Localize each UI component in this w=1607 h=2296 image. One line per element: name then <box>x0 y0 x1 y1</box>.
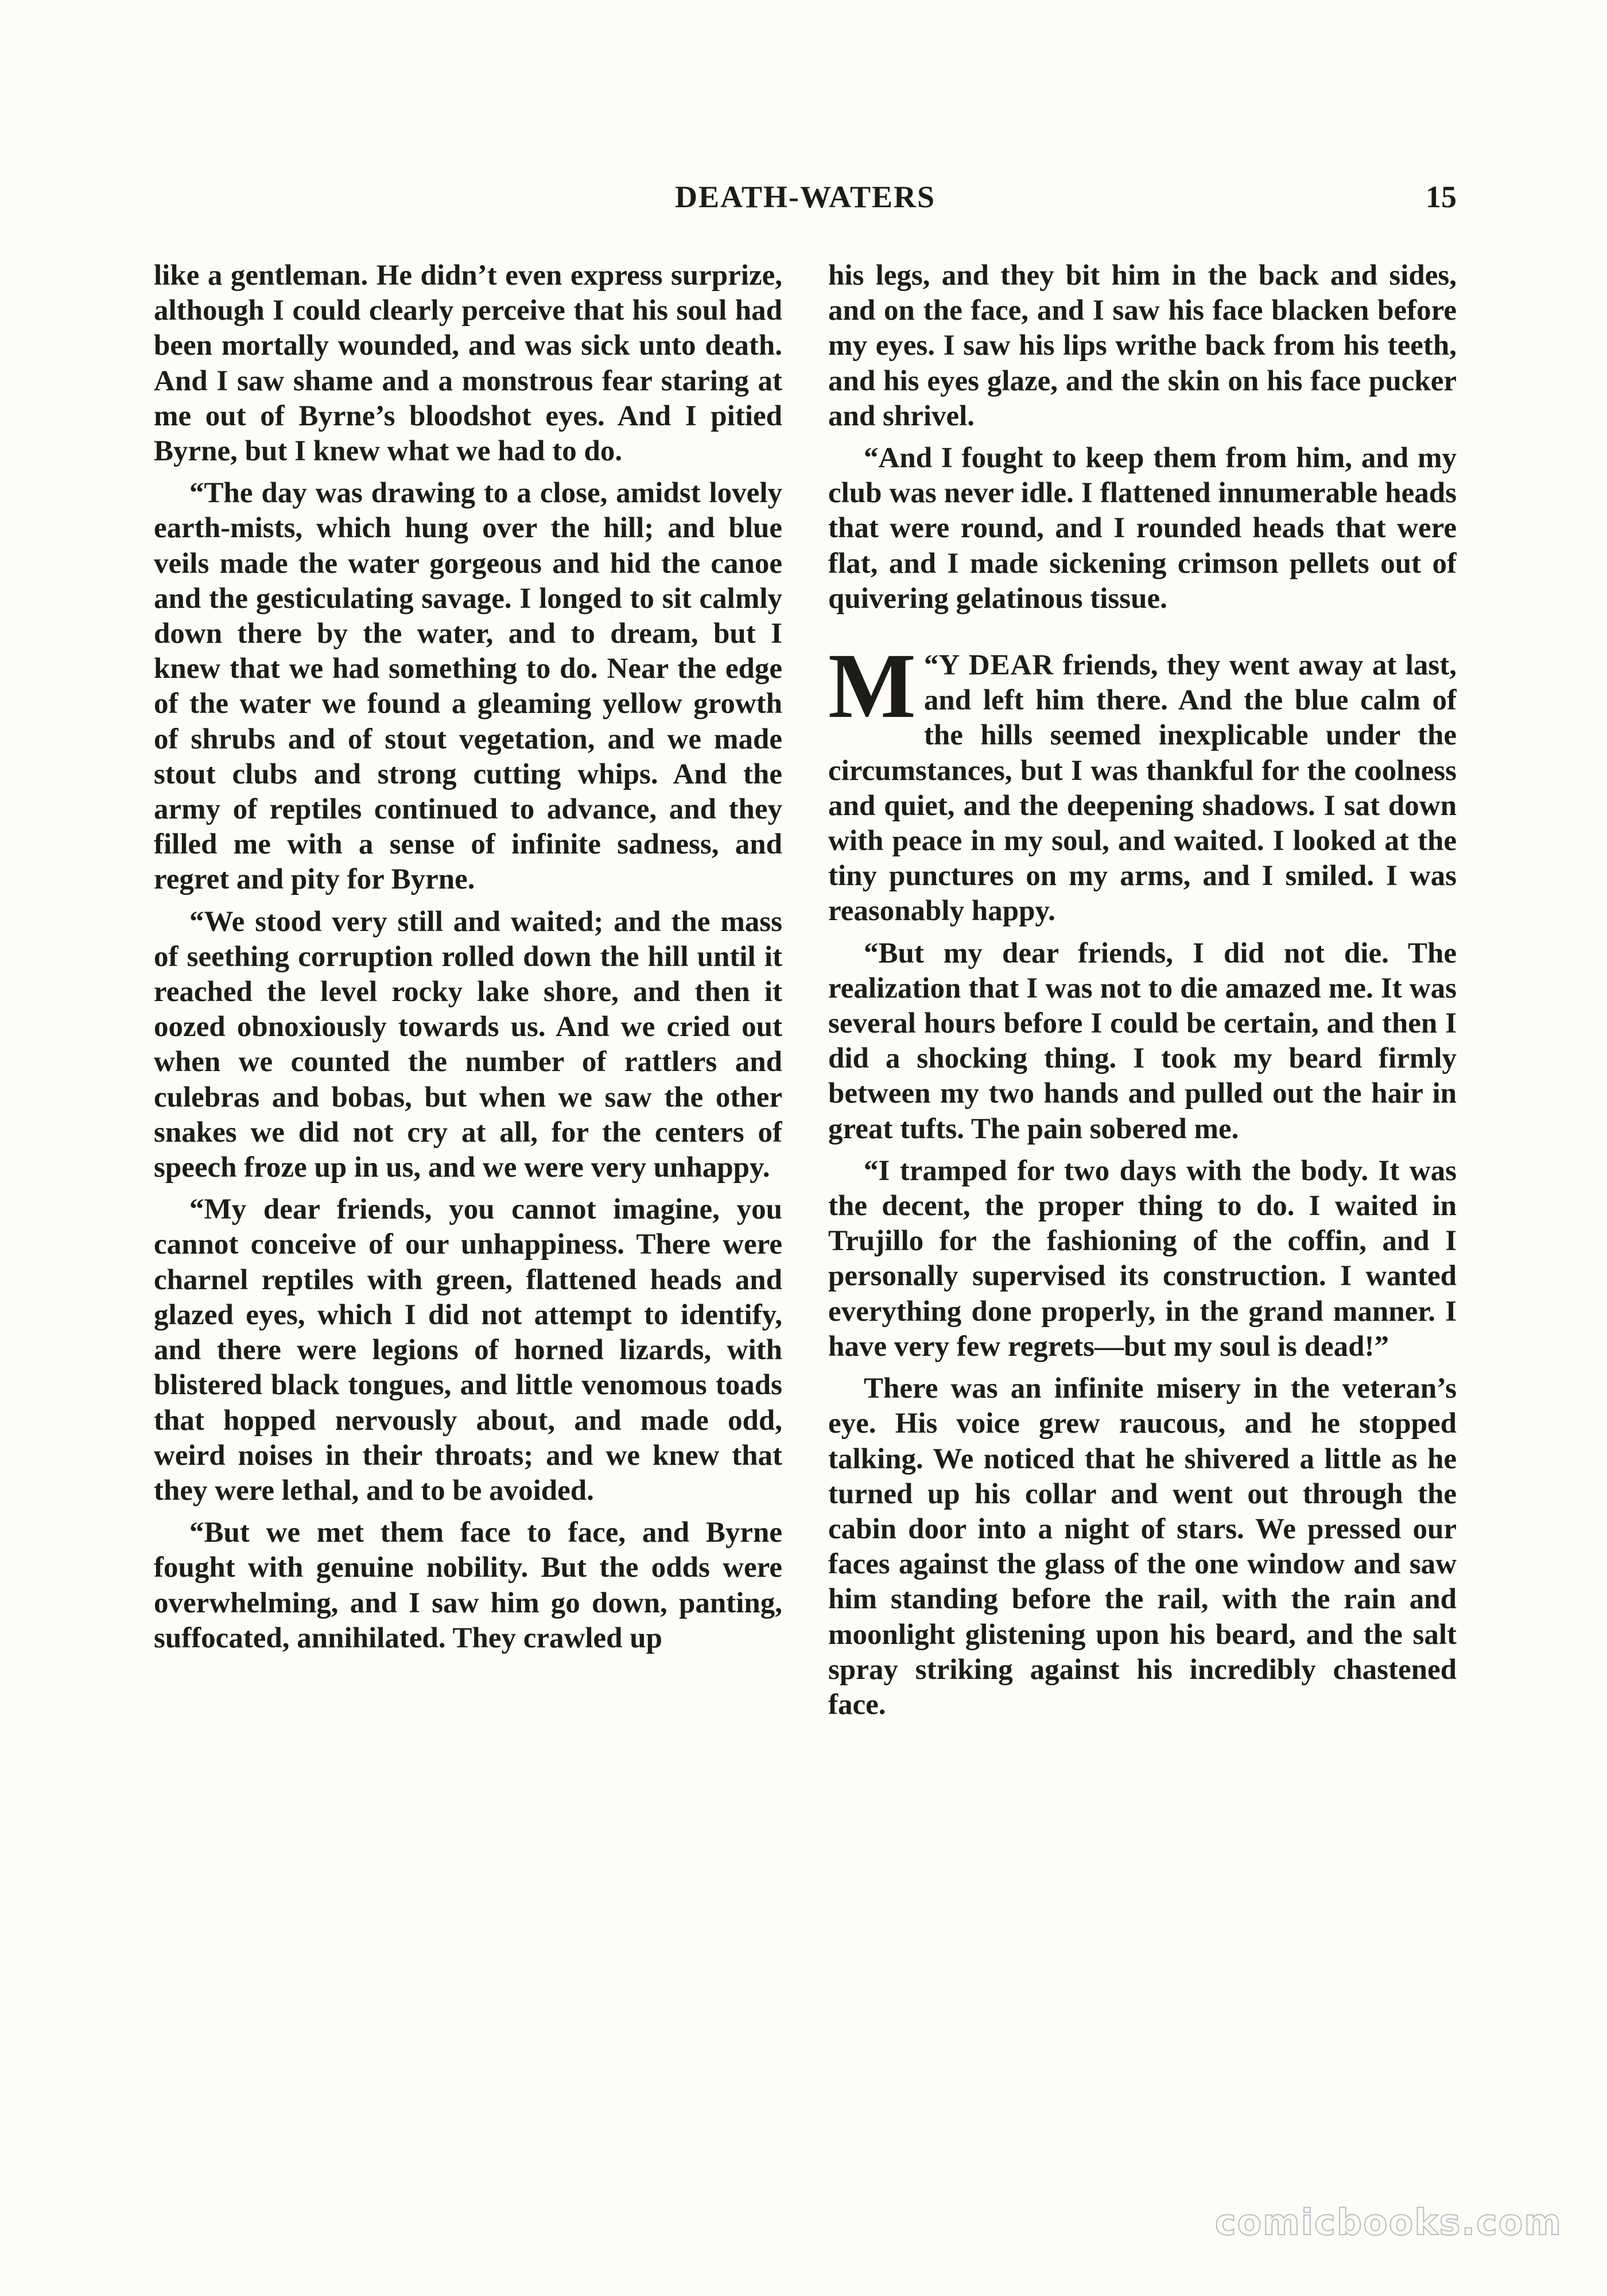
source-watermark: comicbooks.com <box>1214 2201 1562 2243</box>
paragraph: like a gentleman. He didn’t even express surprize, although I could clearly perceive that his soul had been mortally wounded, and was sick unto death. And I saw shame and a monstrous fear staring at me out of Byrne’s bloodshot eyes. And I pitied Byrne, but I knew what we had to do. <box>154 259 782 468</box>
running-title: DEATH-WATERS <box>674 180 936 214</box>
paragraph-text: friends, they went away at last, and left him there. And the blue calm of the hills seemed inexplicable under the circumstances, but I was thankful for the coolness and quiet, and the deepening shadows. I sat down with peace in my soul, and waited. I looked at the tiny punctures on my arms, and I smiled. I was reasonably happy. <box>828 649 1457 928</box>
paragraph: “But my dear friends, I did not die. The realization that I was not to die amazed me. It was several hours before I could be certain, and then I did a shocking thing. I took my beard firmly between my two hands and pulled out the hair in great tufts. The pain sobered me. <box>828 937 1457 1145</box>
drop-cap: M <box>828 635 916 738</box>
paragraph: his legs, and they bit him in the back and sides, and on the face, and I saw his face blacken before my eyes. I saw his lips writhe back from his teeth, and his eyes glaze, and the skin on his face pucker and shrivel. <box>828 259 1457 432</box>
paragraph: “We stood very still and waited; and the mass of seething corruption rolled down the hill until it reached the level rocky lake shore, and then it oozed obnoxiously towards us. And we cried out when we counted the number of rattlers and culebras and bobas, but when we saw the other snakes we did not cry at all, for the centers of speech froze up in us, and we were very unhappy. <box>154 905 782 1184</box>
section-opening-paragraph <box>828 635 1457 929</box>
paragraph: “And I fought to keep them from him, and my club was never idle. I flattened innumerable heads that were round, and I rounded heads that were flat, and I made sickening crimson pellets out of quivering gelatinous tissue. <box>828 442 1457 615</box>
left-column <box>154 258 782 2135</box>
running-head <box>154 179 1457 225</box>
paragraph: “My dear friends, you cannot imagine, you cannot conceive of our unhappiness. There were charnel reptiles with green, flattened heads and glazed eyes, which I did not attempt to identify, and there were legions of horned lizards, with blistered black tongues, and little venomous toads that hopped nervously about, and made odd, weird noises in their throats; and we knew that they were lethal, and to be avoided. <box>154 1193 782 1507</box>
right-column <box>828 258 1457 2135</box>
opening-quote: “ <box>923 649 939 682</box>
paragraph: “I tramped for two days with the body. It was the decent, the proper thing to do. I waited in Trujillo for the fashioning of the coffin, and I personally supervised its construction. I wanted everything done properly, in the grand manner. I have very few regrets—but my soul is dead!” <box>828 1154 1457 1363</box>
lead-in-smallcaps: Y DEAR <box>938 649 1054 682</box>
paragraph: “But we met them face to face, and Byrne fought with genuine nobility. But the odds were overwhelming, and I saw him go down, panting, suffocated, annihilated. They crawled up <box>154 1517 782 1654</box>
paragraph: “The day was drawing to a close, amidst lovely earth-mists, which hung over the hill; and blue veils made the water gorgeous and hid the canoe and the gesticulating savage. I longed to sit calmly down there by the water, and to dream, but I knew that we had something to do. Near the edge of the water we found a gleaming yellow growth of shrubs and of stout vegetation, and we made stout clubs and strong cutting whips. And the army of reptiles continued to advance, and they filled me with a sense of infinite sadness, and regret and pity for Byrne. <box>154 477 782 896</box>
paragraph: There was an infinite misery in the veteran’s eye. His voice grew raucous, and he stopped talking. We noticed that he shivered a little as he turned up his collar and went out through the cabin door into a night of stars. We pressed our faces against the glass of the one window and saw him standing before the rail, with the rain and moonlight glistening upon his beard, and the salt spray striking against his incredibly chastened face. <box>828 1372 1457 1721</box>
text-columns <box>154 258 1457 2135</box>
page-number: 15 <box>1426 180 1457 214</box>
